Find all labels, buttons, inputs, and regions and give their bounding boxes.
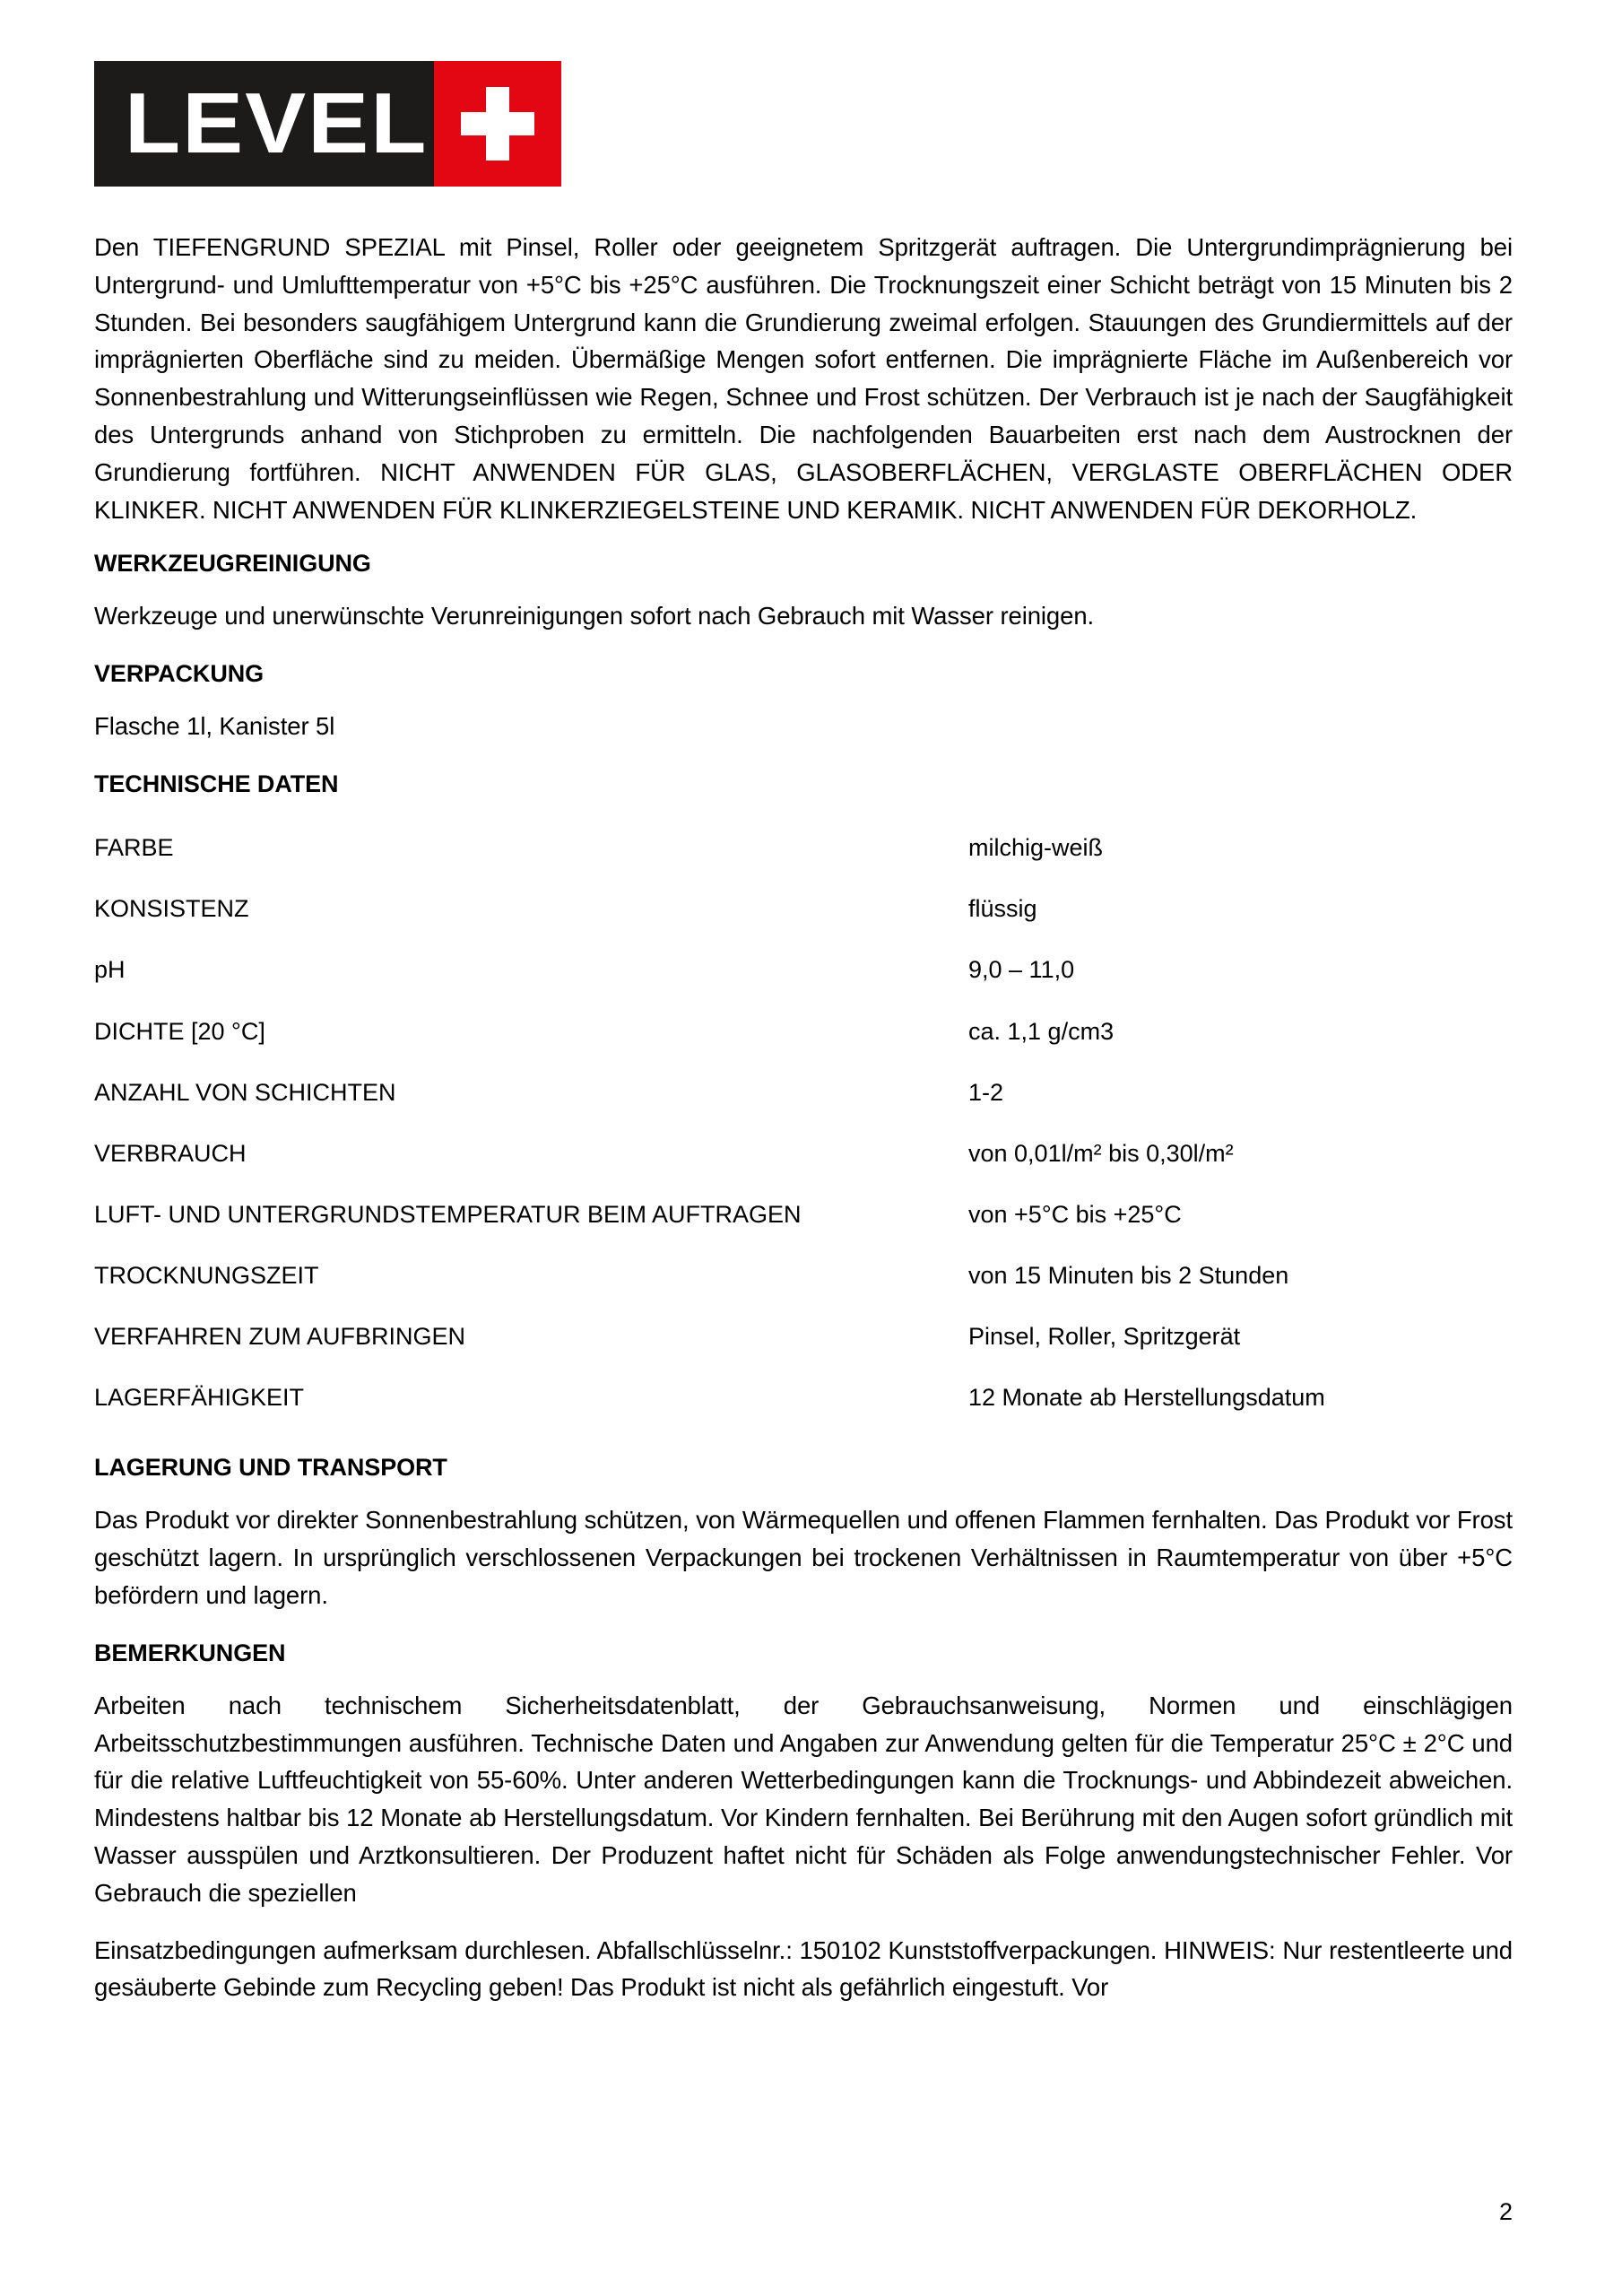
paragraph-lagerung: Das Produkt vor direkter Sonnenbestrahlung schützen, von Wärmequellen und offenen Flammen fernhalten. Das Produkt vor Frost geschützt lagern. In ursprünglich verschlossenen Verpackungen bei trockenen Verhältnissen in Raumtemperatur von über +5°C befördern und lagern. [94, 1506, 1513, 1609]
table-cell-value: flüssig [968, 895, 1037, 923]
table-cell-label: TROCKNUNGSZEIT [94, 1261, 319, 1289]
table-row [94, 1307, 1513, 1368]
table-cell-label: VERFAHREN ZUM AUFBRINGEN [94, 1323, 466, 1350]
logo-black-panel [94, 61, 434, 187]
plus-icon-vertical [486, 87, 509, 161]
intro-paragraph: Den TIEFENGRUND SPEZIAL mit Pinsel, Roller oder geeignetem Spritzgerät auftragen. Die Untergrundimprägnierung bei Untergrund- und Umlufttemperatur von +5°C bis +25°C ausführen. Die Trocknungszeit einer Schicht beträgt von 15 Minuten bis 2 Stunden. Bei besonders saugfähigem Untergrund kann die Grundierung zweimal erfolgen. Stauungen des Grundiermittels auf der imprägnierten Oberfläche sind zu meiden. Übermäßige Mengen sofort entfernen. Die imprägnierte Fläche im Außenbereich vor Sonnenbestrahlung und Witterungseinflüssen wie Regen, Schnee und Frost schützen. Der Verbrauch ist je nach der Saugfähigkeit des Untergrunds anhand von Stichproben zu ermitteln. Die nachfolgenden Bauarbeiten erst nach dem Austrocknen der Grundierung fortführen. NICHT ANWENDEN FÜR GLAS, GLASOBERFLÄCHEN, VERGLASTE OBERFLÄCHEN ODER KLINKER. NICHT ANWENDEN FÜR KLINKERZIEGELSTEINE UND KERAMIK. NICHT ANWENDEN FÜR DEKORHOLZ. [94, 233, 1513, 524]
table-cell-label: ANZAHL VON SCHICHTEN [94, 1078, 396, 1106]
heading-lagerung-und-transport: LAGERUNG UND TRANSPORT [94, 1454, 447, 1482]
table-cell-label: LAGERFÄHIGKEIT [94, 1384, 305, 1412]
table-row [94, 1368, 1513, 1429]
table-row [94, 1063, 1513, 1124]
heading-werkzeugreinigung: WERKZEUGREINIGUNG [94, 550, 371, 578]
table-cell-label: VERBRAUCH [94, 1139, 247, 1167]
table-row [94, 940, 1513, 1001]
logo-red-panel [434, 61, 561, 187]
heading-verpackung: VERPACKUNG [94, 660, 265, 688]
table-cell-label: KONSISTENZ [94, 895, 249, 923]
table-cell-value: 12 Monate ab Herstellungsdatum [968, 1384, 1325, 1412]
logo-wordmark: LEVEL [125, 75, 429, 171]
paragraph-werkzeugreinigung: Werkzeuge und unerwünschte Verunreinigungen sofort nach Gebrauch mit Wasser reinigen. [94, 602, 1095, 631]
table-cell-value: von 0,01l/m² bis 0,30l/m² [968, 1139, 1234, 1167]
table-cell-value: von 15 Minuten bis 2 Stunden [968, 1261, 1289, 1289]
table-cell-value: Pinsel, Roller, Spritzgerät [968, 1323, 1241, 1350]
table-row [94, 1246, 1513, 1307]
level-logo [94, 61, 561, 187]
page-number: 2 [1498, 2198, 1513, 2225]
table-row [94, 1185, 1513, 1246]
paragraph-verpackung: Flasche 1l, Kanister 5l [94, 712, 335, 741]
paragraph-bemerkungen-2: Einsatzbedingungen aufmerksam durchlesen. Abfallschlüsselnr.: 150102 Kunststoffverpackungen. HINWEIS: Nur restentleerte und gesäuberte Gebinde zum Recycling geben! Das Produkt ist nicht als gefährlich eingestuft. Vor [94, 1935, 1513, 2002]
heading-bemerkungen: BEMERKUNGEN [94, 1639, 286, 1666]
table-row [94, 1124, 1513, 1185]
technical-data-table [94, 818, 1513, 1429]
table-cell-value: von +5°C bis +25°C [968, 1200, 1182, 1228]
table-cell-label: pH [94, 956, 126, 984]
paragraph-bemerkungen-1: Arbeiten nach technischem Sicherheitsdatenblatt, der Gebrauchsanweisung, Normen und einschlägigen Arbeitsschutzbestimmungen ausführen. Technische Daten und Angaben zur Anwendung gelten für die Temperatur 25°C ± 2°C und für die relative Luftfeuchtigkeit von 55-60%. Unter anderen Wetterbedingungen kann die Trocknungs- und Abbindezeit abweichen. Mindestens haltbar bis 12 Monate ab Herstellungsdatum. Vor Kindern fernhalten. Bei Berührung mit den Augen sofort gründlich mit Wasser ausspülen und Arztkonsultieren. Der Produzent haftet nicht für Schäden als Folge anwendungstechnischer Fehler. Vor Gebrauch die speziellen [94, 1691, 1513, 1907]
table-cell-label: DICHTE [20 °C] [94, 1017, 265, 1045]
table-row [94, 818, 1513, 879]
technical-data-body [94, 818, 1513, 1429]
table-cell-value: 1-2 [968, 1078, 1004, 1106]
table-row [94, 1002, 1513, 1063]
table-cell-value: ca. 1,1 g/cm3 [968, 1017, 1115, 1045]
table-cell-value: milchig-weiß [968, 834, 1104, 862]
table-cell-value: 9,0 – 11,0 [968, 956, 1075, 984]
table-row [94, 879, 1513, 940]
table-cell-label: FARBE [94, 834, 174, 862]
table-cell-label: LUFT- UND UNTERGRUNDSTEMPERATUR BEIM AUFTRAGEN [94, 1200, 802, 1228]
document-content [94, 229, 1513, 2026]
heading-technische-daten: TECHNISCHE DATEN [94, 770, 339, 798]
